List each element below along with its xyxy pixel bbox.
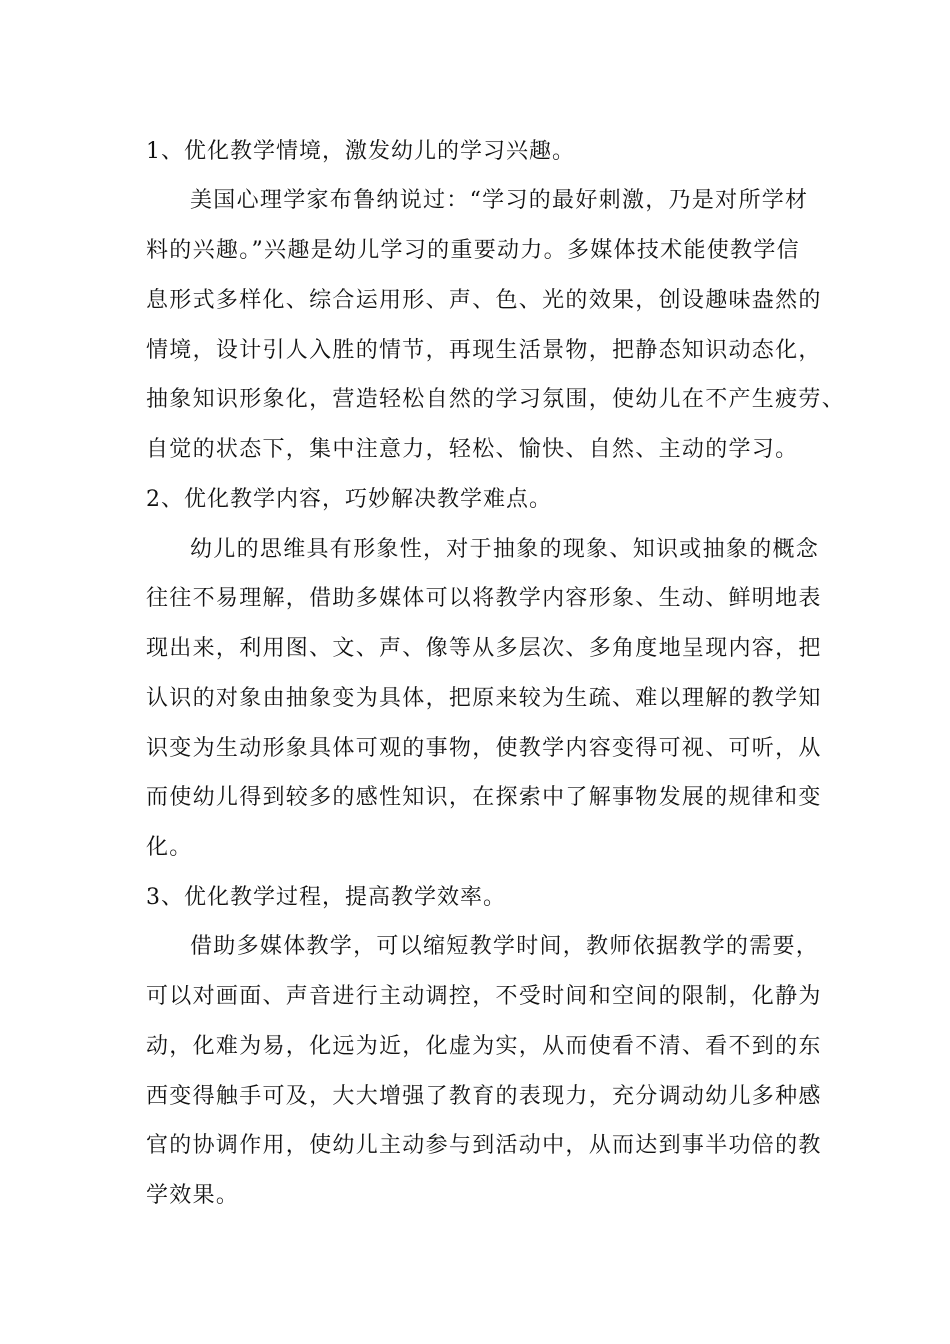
section-2-line-6: 而使幼儿得到较多的感性知识，在探索中了解事物发展的规律和变 <box>146 785 822 810</box>
section-3-line-2: 可以对画面、声音进行主动调控，不受时间和空间的限制，化静为 <box>146 984 822 1009</box>
section-1-line-1: 美国心理学家布鲁纳说过：“学习的最好刺激，乃是对所学材 <box>190 188 809 213</box>
section-3-line-5: 官的协调作用，使幼儿主动参与到活动中，从而达到事半功倍的教 <box>146 1133 822 1158</box>
section-1-line-3: 息形式多样化、综合运用形、声、色、光的效果，创设趣味盎然的 <box>146 288 822 313</box>
section-1-line-4: 情境，设计引人入胜的情节，再现生活景物，把静态知识动态化， <box>146 338 822 363</box>
section-2-line-2: 往往不易理解，借助多媒体可以将教学内容形象、生动、鲜明地表 <box>146 586 822 611</box>
section-1-heading: 1、优化教学情境，激发幼儿的学习兴趣。 <box>146 139 575 164</box>
section-2-line-5: 识变为生动形象具体可观的事物，使教学内容变得可视、可听，从 <box>146 736 822 761</box>
section-3-line-6: 学效果。 <box>146 1183 240 1208</box>
section-1-line-5: 抽象知识形象化，营造轻松自然的学习氛围，使幼儿在不产生疲劳、 <box>146 387 846 412</box>
section-2-line-1: 幼儿的思维具有形象性，对于抽象的现象、知识或抽象的概念 <box>190 537 820 562</box>
section-3-heading: 3、优化教学过程，提高教学效率。 <box>146 885 506 910</box>
section-1-line-6: 自觉的状态下，集中注意力，轻松、愉快、自然、主动的学习。 <box>146 437 799 462</box>
section-3-line-3: 动，化难为易，化远为近，化虚为实，从而使看不清、看不到的东 <box>146 1034 822 1059</box>
section-2-line-7: 化。 <box>146 835 193 860</box>
section-2-line-3: 现出来，利用图、文、声、像等从多层次、多角度地呈现内容，把 <box>146 636 822 661</box>
section-3-line-1: 借助多媒体教学，可以缩短教学时间，教师依据教学的需要， <box>190 934 820 959</box>
section-3-line-4: 西变得触手可及，大大增强了教育的表现力，充分调动幼儿多种感 <box>146 1084 822 1109</box>
section-2-heading: 2、优化教学内容，巧妙解决教学难点。 <box>146 487 552 512</box>
section-1-line-2: 料的兴趣。”兴趣是幼儿学习的重要动力。多媒体技术能使教学信 <box>146 238 800 263</box>
section-2-line-4: 认识的对象由抽象变为具体，把原来较为生疏、难以理解的教学知 <box>146 686 822 711</box>
